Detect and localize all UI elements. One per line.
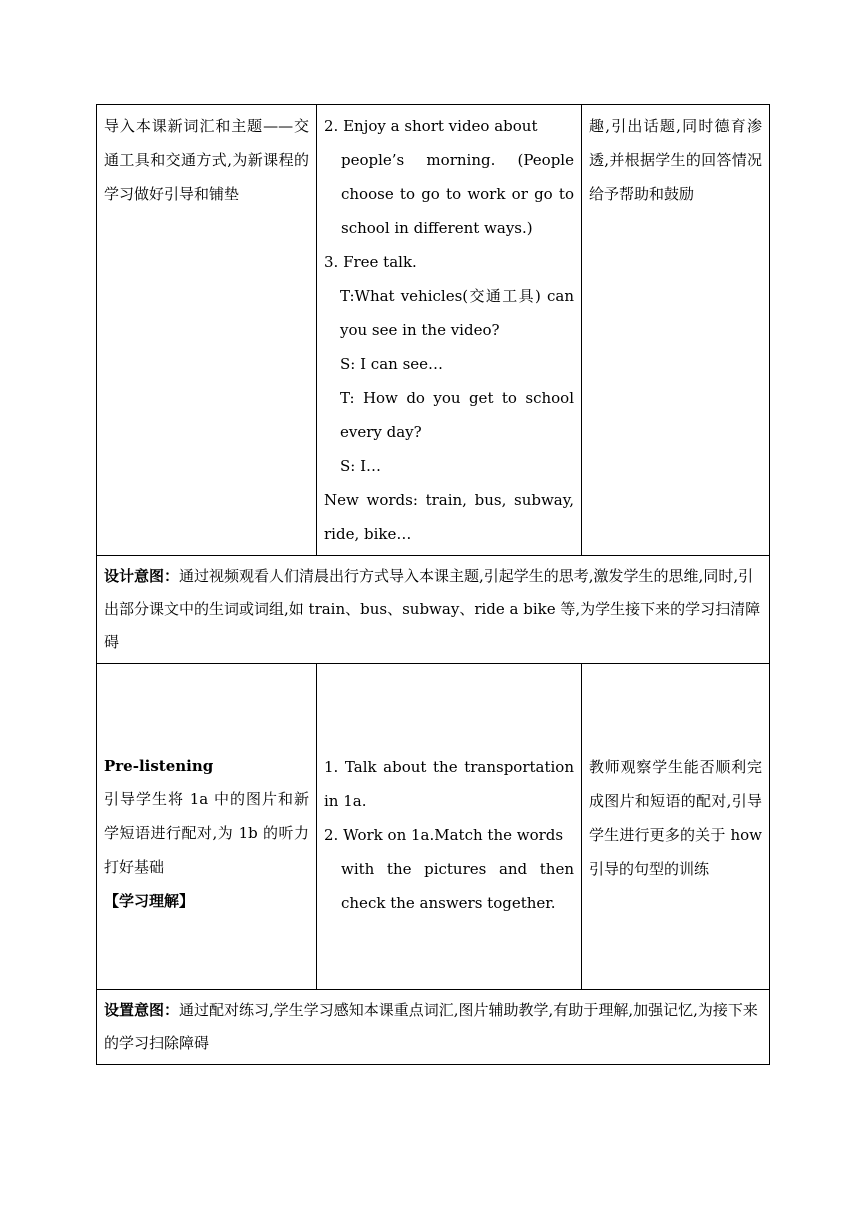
goal-cell bbox=[97, 664, 317, 990]
evaluation-cell bbox=[582, 105, 770, 556]
evaluation-text: 趣,引出话题,同时德育渗透,并根据学生的回答情况给予帮助和鼓励 bbox=[589, 117, 762, 203]
table-row bbox=[97, 990, 770, 1065]
activity-item: people’s morning. (People choose to go to work or go to school in different ways.) bbox=[341, 151, 574, 237]
goal-text: 导入本课新词汇和主题——交通工具和交通方式,为新课程的学习做好引导和铺垫 bbox=[104, 117, 309, 203]
design-intent-label: 设置意图： bbox=[104, 1001, 180, 1019]
activity-item: 3. Free talk. bbox=[324, 253, 417, 271]
evaluation-text: 教师观察学生能否顺利完成图片和短语的配对,引导学生进行更多的关于 how 引导的句型的训练 bbox=[589, 758, 762, 878]
design-intent-cell bbox=[97, 990, 770, 1065]
activity-item: 2. Enjoy a short video about bbox=[324, 117, 538, 135]
activity-item: S: I can see… bbox=[340, 355, 444, 373]
table-row bbox=[97, 105, 770, 556]
design-intent-label: 设计意图： bbox=[104, 567, 180, 585]
design-intent-text: 通过视频观看人们清晨出行方式导入本课主题,引起学生的思考,激发学生的思维,同时,引出部分课文中的生词或词组,如 train、bus、subway、ride a bike 等,为学生接下来的学习扫清障碍 bbox=[104, 567, 761, 651]
activity-item: 1. Talk about the transportation in 1a. bbox=[324, 758, 574, 810]
table-row bbox=[97, 556, 770, 664]
design-intent-text: 通过配对练习,学生学习感知本课重点词汇,图片辅助教学,有助于理解,加强记忆,为接下来的学习扫除障碍 bbox=[104, 1001, 758, 1052]
activity-item: T: How do you get to school every day? bbox=[340, 389, 574, 441]
activity-item: T:What vehicles(交通工具) can you see in the video? bbox=[340, 287, 574, 339]
table-row bbox=[97, 664, 770, 990]
design-intent-cell bbox=[97, 556, 770, 664]
goal-text: 引导学生将 1a 中的图片和新学短语进行配对,为 1b 的听力打好基础 bbox=[104, 790, 309, 876]
goal-cell bbox=[97, 105, 317, 556]
activity-item: with the pictures and then check the answers together. bbox=[341, 860, 574, 912]
activity-item: 2. Work on 1a.Match the words bbox=[324, 826, 564, 844]
evaluation-cell bbox=[582, 664, 770, 990]
activity-item: New words: train, bus, subway, ride, bike… bbox=[324, 491, 574, 543]
activity-item: S: I… bbox=[340, 457, 382, 475]
stage-title: Pre-listening bbox=[104, 757, 214, 775]
activity-cell bbox=[317, 105, 582, 556]
activity-cell bbox=[317, 664, 582, 990]
lesson-plan-table bbox=[96, 104, 770, 1065]
stage-tag: 【学习理解】 bbox=[104, 892, 195, 910]
